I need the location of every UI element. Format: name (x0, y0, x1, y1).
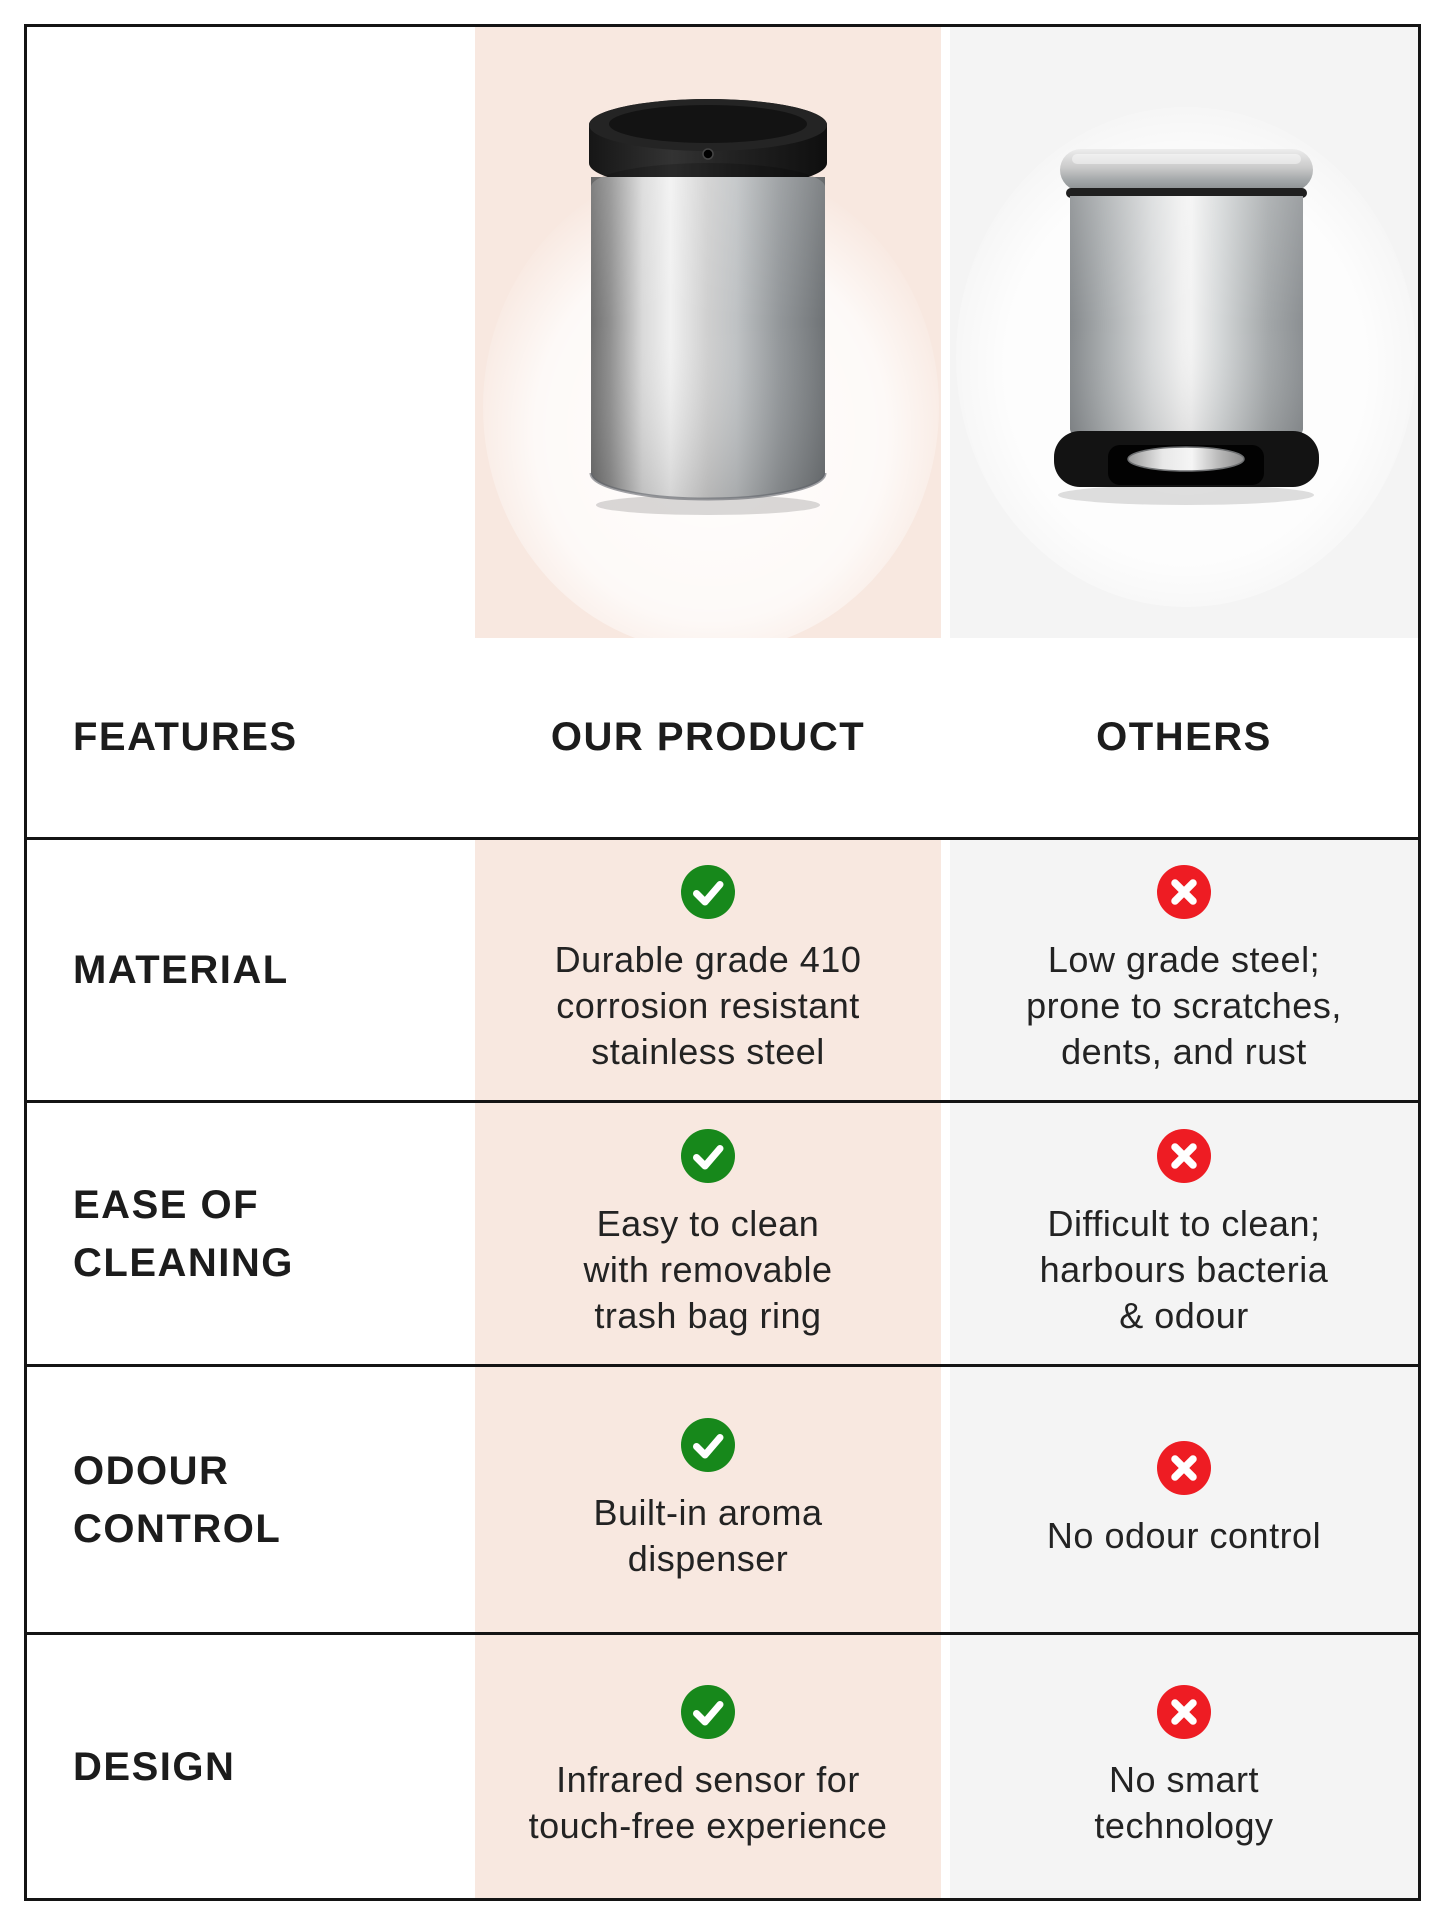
material-our-product-cell (475, 840, 941, 1100)
row-material (27, 840, 1418, 1103)
column-header-row (27, 638, 1418, 840)
cell-text: No smart technology (1094, 1758, 1274, 1846)
odour-others-cell (950, 1367, 1418, 1632)
features-column-header: FEATURES (73, 715, 298, 759)
column-gap (941, 840, 950, 1100)
cell-text: Built-in aroma dispenser (593, 1491, 823, 1579)
cell-text: Difficult to clean; harbours bacteria & odour (1039, 1202, 1329, 1336)
sensor-bin-image (475, 27, 941, 638)
check-icon (681, 1685, 735, 1739)
others-column-header: OTHERS (1096, 715, 1272, 759)
odour-our-product-cell (475, 1367, 941, 1632)
row-odour-control (27, 1367, 1418, 1635)
row-design (27, 1635, 1418, 1898)
cross-icon (1157, 1685, 1211, 1739)
column-gap (941, 1367, 950, 1632)
design-others-cell (950, 1635, 1418, 1898)
feature-label-odour-control: ODOUR CONTROL (73, 1448, 282, 1551)
image-row-empty-cell (27, 27, 475, 638)
ease-our-product-cell (475, 1103, 941, 1364)
row-ease-of-cleaning (27, 1103, 1418, 1367)
our-product-image-cell (475, 27, 941, 638)
cross-icon (1157, 865, 1211, 919)
cell-text: Infrared sensor for touch-free experience (528, 1758, 888, 1846)
cell-text: Durable grade 410 corrosion resistant stainless steel (554, 939, 862, 1072)
cell-text: Low grade steel; prone to scratches, dents, and rust (1026, 939, 1342, 1072)
column-gap (941, 27, 950, 638)
column-gap (941, 1103, 950, 1364)
cell-text: No odour control (1046, 1514, 1322, 1556)
cross-icon (1157, 1441, 1211, 1495)
feature-label-design: DESIGN (73, 1744, 236, 1789)
product-image-row (27, 27, 1418, 638)
feature-label-material: MATERIAL (73, 948, 289, 992)
column-gap (941, 638, 950, 837)
ease-others-cell (950, 1103, 1418, 1364)
design-our-product-cell (475, 1635, 941, 1898)
pedal-bin-image (950, 27, 1418, 638)
check-icon (681, 865, 735, 919)
comparison-table (24, 24, 1421, 1901)
feature-label-ease-of-cleaning: EASE OF CLEANING (73, 1182, 294, 1285)
check-icon (681, 1418, 735, 1472)
check-icon (681, 1129, 735, 1183)
cell-text: Easy to clean with removable trash bag ring (583, 1202, 833, 1336)
column-gap (941, 1635, 950, 1898)
others-image-cell (950, 27, 1418, 638)
our-product-column-header: OUR PRODUCT (550, 715, 866, 759)
material-others-cell (950, 840, 1418, 1100)
cross-icon (1157, 1129, 1211, 1183)
